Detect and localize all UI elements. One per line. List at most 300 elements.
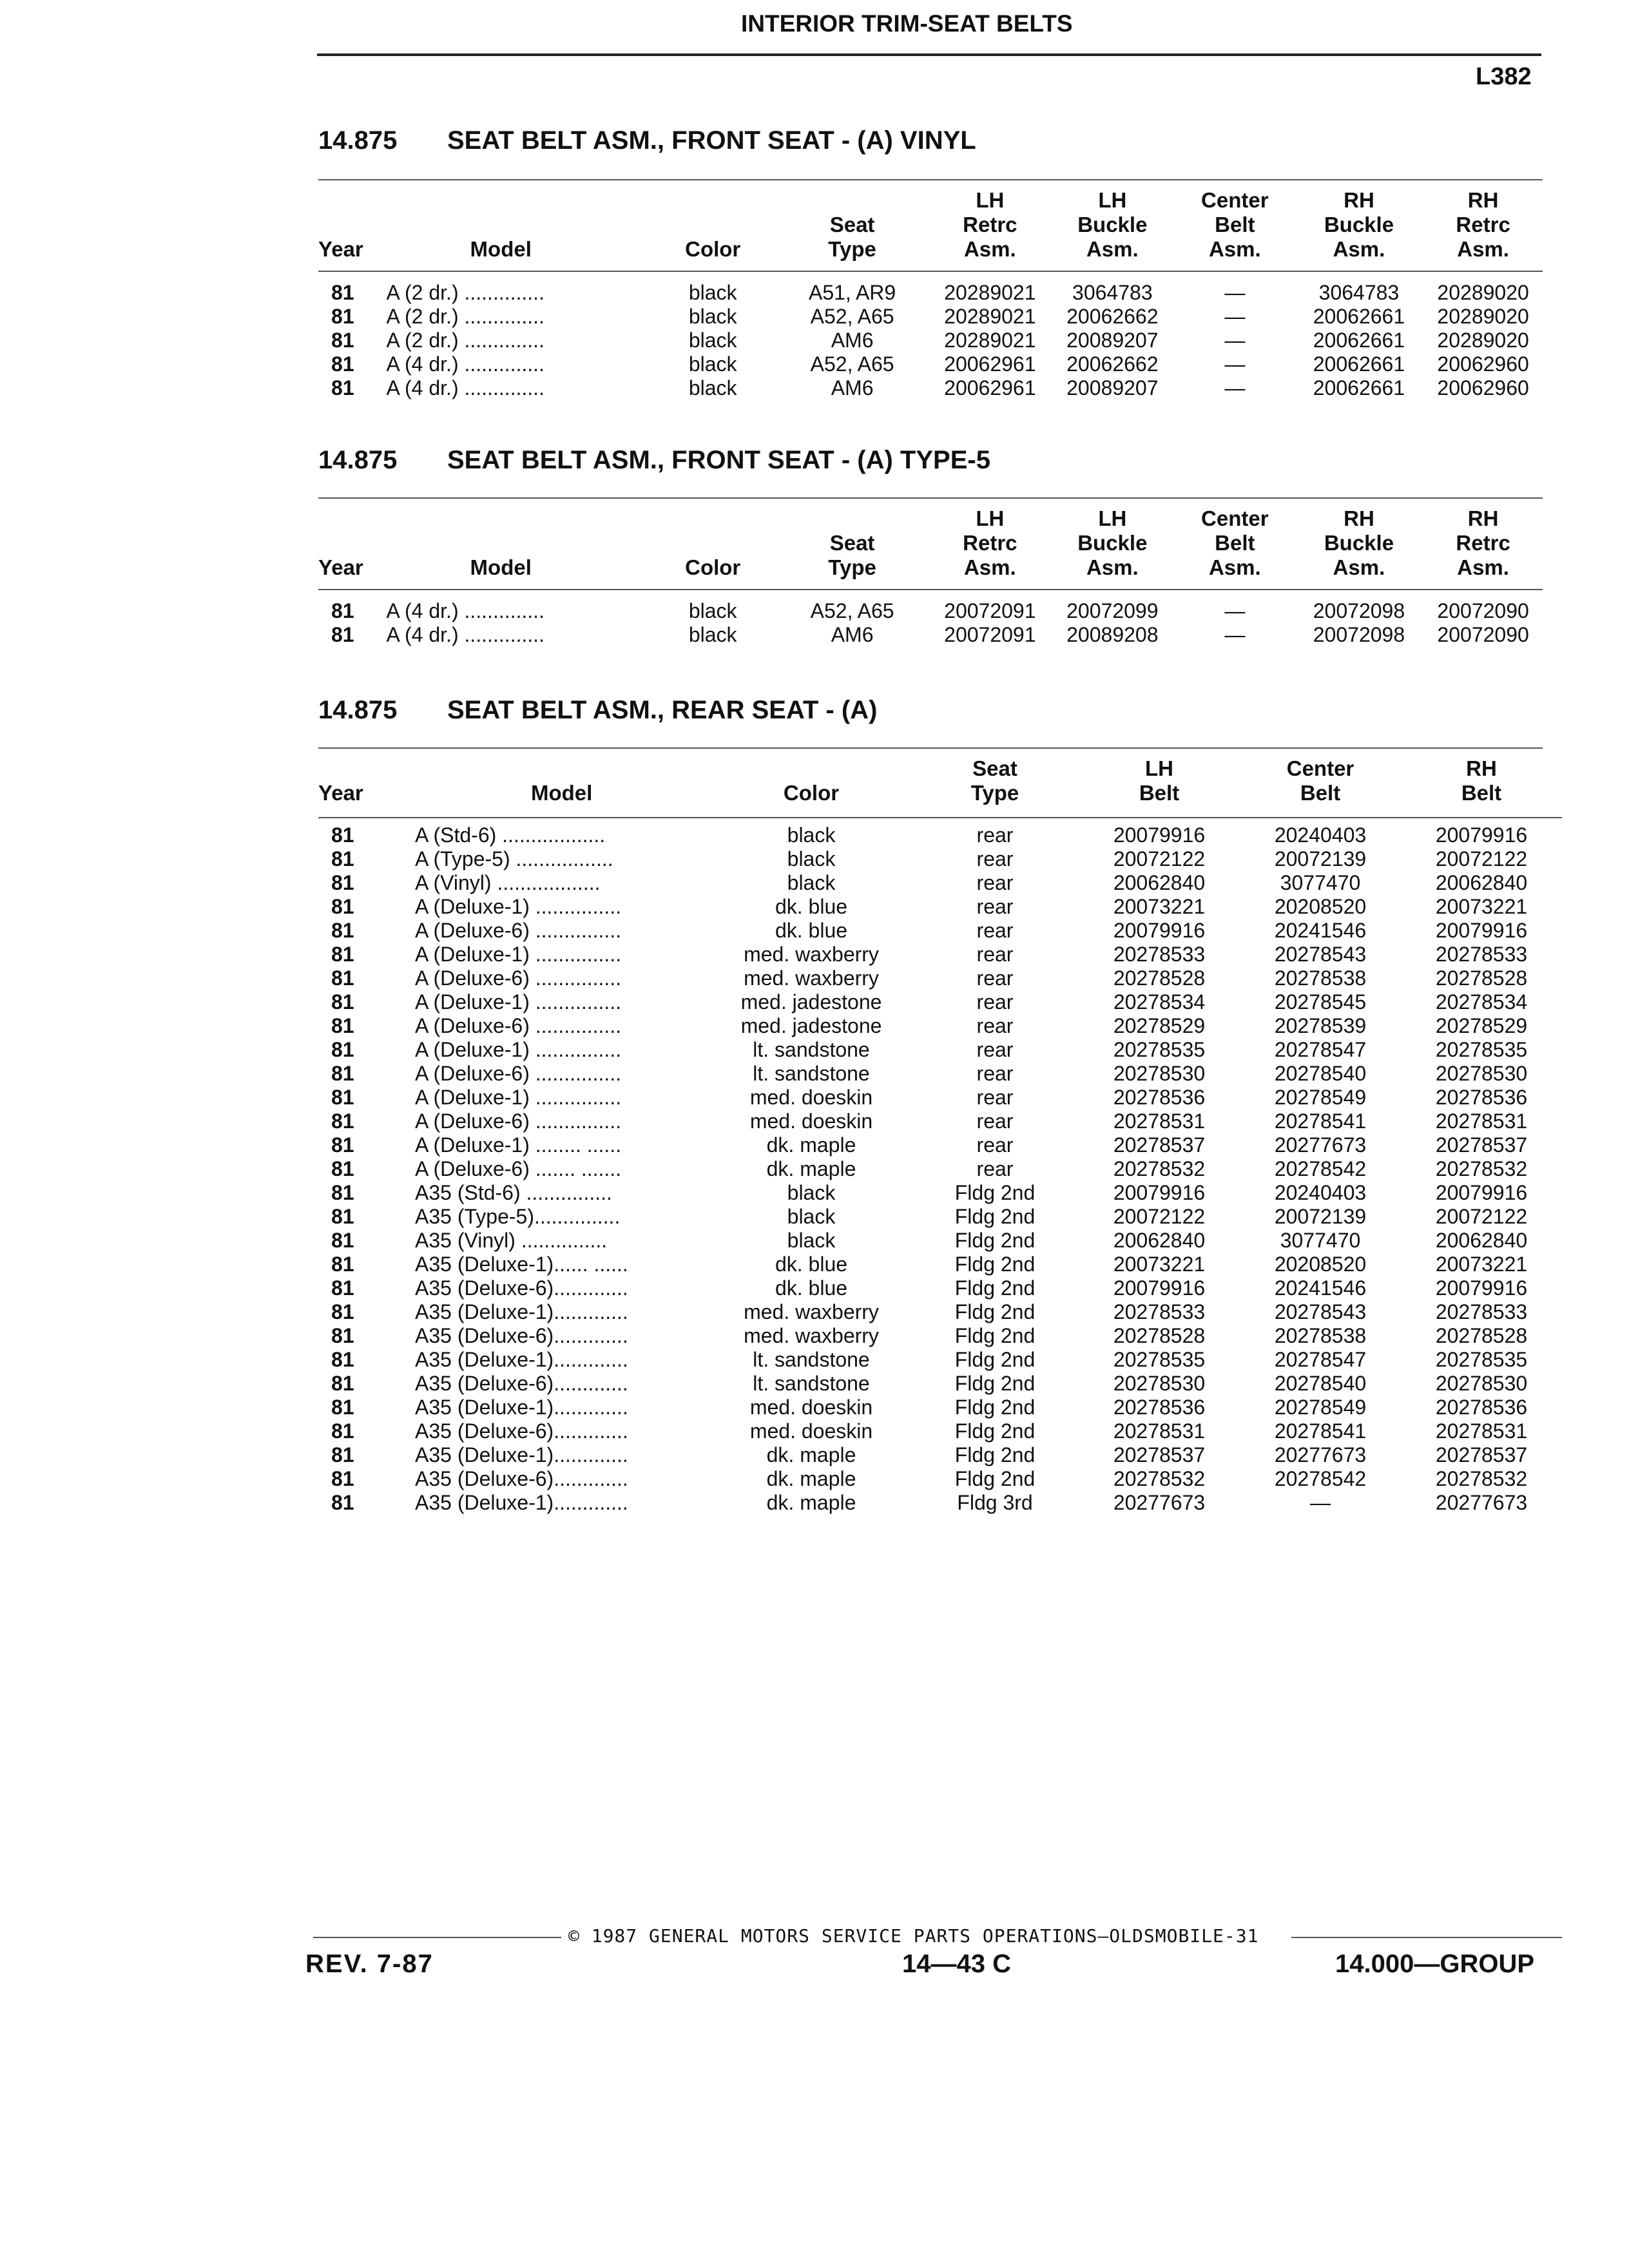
cell-color: lt. sandstone	[753, 1348, 870, 1371]
cell-year: 81	[331, 1276, 354, 1300]
cell-color: dk. maple	[766, 1157, 856, 1180]
table-header-row	[318, 506, 1543, 580]
cell-value: 20062840	[1113, 1229, 1206, 1252]
cell-value: 20278535	[1113, 1038, 1206, 1061]
cell-value: rear	[976, 990, 1014, 1014]
cell-year: 81	[331, 329, 354, 352]
cell-year: 81	[331, 305, 354, 328]
cell-value: 20278536	[1113, 1396, 1206, 1419]
section-number: 14.875	[318, 696, 398, 724]
table-row	[318, 1205, 1562, 1229]
cell-year: 81	[331, 1348, 354, 1371]
cell-year: 81	[331, 1062, 354, 1085]
cell-value: 20079916	[1113, 823, 1206, 847]
cell-value: 20277673	[1113, 1491, 1206, 1514]
cell-value: —	[1224, 352, 1246, 376]
cell-year: 81	[331, 352, 354, 376]
cell-model: A35 (Deluxe-1).............	[415, 1396, 628, 1419]
table-row	[318, 305, 1543, 329]
cell-value: 20278531	[1113, 1419, 1206, 1443]
cell-value: 20089207	[1066, 329, 1159, 352]
cell-value: 20278536	[1435, 1086, 1528, 1109]
cell-year: 81	[331, 1253, 354, 1276]
cell-value: 20278542	[1274, 1467, 1367, 1490]
footer-rule-right	[1291, 1937, 1562, 1938]
section-3-header-rule	[318, 817, 1562, 818]
cell-year: 81	[331, 823, 354, 847]
table-row	[318, 895, 1562, 919]
cell-value: A51, AR9	[808, 281, 896, 304]
cell-color: dk. maple	[766, 1467, 856, 1490]
cell-value: Fldg 2nd	[954, 1467, 1036, 1490]
cell-value: 20277673	[1274, 1443, 1367, 1466]
cell-year: 81	[331, 623, 354, 646]
cell-model: A (4 dr.) ..............	[386, 376, 545, 399]
cell-model: A (Vinyl) ..................	[415, 871, 601, 894]
cell-year: 81	[331, 1157, 354, 1180]
table-body	[318, 823, 1562, 1515]
column-header: Year	[318, 237, 363, 261]
cell-value: 20278543	[1274, 1300, 1367, 1323]
column-header: Model	[470, 555, 532, 579]
cell-color: med. doeskin	[749, 1396, 873, 1419]
column-header: Color	[685, 237, 741, 261]
cell-value: 20278537	[1435, 1133, 1528, 1157]
cell-value: Fldg 2nd	[954, 1300, 1036, 1323]
column-header: Seat Type	[828, 531, 876, 579]
cell-color: med. jadestone	[740, 1014, 882, 1037]
cell-value: 20278542	[1274, 1157, 1367, 1180]
cell-model: A (Deluxe-6) ...............	[415, 1062, 622, 1085]
cell-value: 20289020	[1437, 305, 1529, 328]
cell-value: 20062840	[1113, 871, 1206, 894]
cell-year: 81	[331, 871, 354, 894]
cell-year: 81	[331, 1491, 354, 1514]
table-row	[318, 281, 1543, 305]
section-1-table	[318, 188, 1543, 400]
table-header	[318, 188, 1543, 281]
cell-year: 81	[331, 1372, 354, 1395]
cell-model: A (Deluxe-1) ........ ......	[415, 1133, 622, 1157]
table-row	[318, 990, 1562, 1014]
cell-value: rear	[976, 1038, 1014, 1061]
column-header: RH Retrc Asm.	[1456, 188, 1510, 261]
cell-model: A (Deluxe-1) ...............	[415, 990, 622, 1014]
column-header: Model	[531, 781, 593, 805]
section-title: SEAT BELT ASM., FRONT SEAT - (A) VINYL	[447, 126, 976, 155]
cell-value: Fldg 2nd	[954, 1348, 1036, 1371]
cell-value: 20062661	[1313, 329, 1405, 352]
cell-value: 20072091	[944, 623, 1036, 646]
column-header: Center Belt Asm.	[1201, 506, 1269, 579]
table-row	[318, 1300, 1562, 1324]
table-row	[318, 352, 1543, 376]
page-code: L382	[1476, 63, 1532, 90]
table-row	[318, 1253, 1562, 1276]
section-2-heading	[318, 446, 990, 475]
cell-year: 81	[331, 1133, 354, 1157]
table-row	[318, 1396, 1562, 1419]
cell-value: 20073221	[1435, 895, 1528, 918]
cell-color: dk. blue	[775, 1276, 848, 1300]
cell-year: 81	[331, 943, 354, 966]
cell-value: AM6	[831, 623, 874, 646]
cell-year: 81	[331, 966, 354, 990]
cell-value: 20278540	[1274, 1062, 1367, 1085]
section-3-top-rule	[318, 747, 1543, 749]
cell-value: 20278528	[1435, 966, 1528, 990]
table-row	[318, 376, 1543, 400]
section-1-top-rule	[318, 179, 1543, 180]
cell-model: A35 (Deluxe-6).............	[415, 1372, 628, 1395]
table-row	[318, 1443, 1562, 1467]
table-row	[318, 1014, 1562, 1038]
header-rule	[317, 53, 1541, 56]
cell-year: 81	[331, 1467, 354, 1490]
cell-value: 20062960	[1437, 376, 1529, 399]
footer-copyright: © 1987 GENERAL MOTORS SERVICE PARTS OPERATIONS—OLDSMOBILE-31	[568, 1925, 1259, 1946]
table-row	[318, 966, 1562, 990]
table-row	[318, 1372, 1562, 1396]
cell-value: AM6	[831, 329, 874, 352]
cell-year: 81	[331, 919, 354, 942]
table-row	[318, 1419, 1562, 1443]
cell-value: —	[1224, 329, 1246, 352]
cell-value: 20278532	[1113, 1157, 1206, 1180]
cell-value: 20208520	[1274, 895, 1367, 918]
column-header: RH Buckle Asm.	[1324, 188, 1394, 261]
cell-color: black	[688, 599, 737, 622]
footer-group: 14.000—GROUP	[1335, 1950, 1535, 1978]
section-3-table	[318, 756, 1562, 1515]
cell-value: 20072122	[1435, 1205, 1528, 1228]
cell-color: black	[688, 623, 737, 646]
cell-value: 20062662	[1066, 305, 1159, 328]
cell-value: 20241546	[1274, 1276, 1367, 1300]
cell-value: 20278532	[1435, 1157, 1528, 1180]
section-1-heading	[318, 126, 976, 155]
cell-value: 20278543	[1274, 943, 1367, 966]
cell-model: A35 (Deluxe-1)...... ......	[415, 1253, 628, 1276]
cell-value: 20289021	[944, 329, 1036, 352]
table-row	[318, 1324, 1562, 1348]
cell-value: rear	[976, 966, 1014, 990]
cell-year: 81	[331, 1229, 354, 1252]
table-row	[318, 1038, 1562, 1062]
cell-color: lt. sandstone	[753, 1062, 870, 1085]
section-3-heading	[318, 696, 877, 725]
cell-value: 20072122	[1435, 847, 1528, 870]
cell-value: Fldg 2nd	[954, 1205, 1036, 1228]
cell-value: 20062961	[944, 352, 1036, 376]
cell-value: 20062840	[1435, 871, 1528, 894]
footer-page-number: 14—43 C	[902, 1950, 1011, 1978]
table-row	[318, 1133, 1562, 1157]
table-header-row	[318, 756, 1562, 805]
cell-year: 81	[331, 376, 354, 399]
cell-value: 20289021	[944, 305, 1036, 328]
cell-value: 20079916	[1435, 919, 1528, 942]
cell-color: black	[688, 376, 737, 399]
cell-model: A (Deluxe-6) ...............	[415, 919, 622, 942]
footer-revision: REV. 7-87	[305, 1950, 434, 1978]
cell-color: med. waxberry	[744, 943, 879, 966]
cell-value: 20072099	[1066, 599, 1159, 622]
cell-value: 20278549	[1274, 1396, 1367, 1419]
cell-value: 20278547	[1274, 1038, 1367, 1061]
cell-value: rear	[976, 895, 1014, 918]
cell-year: 81	[331, 847, 354, 870]
cell-value: 20072122	[1113, 847, 1206, 870]
cell-value: rear	[976, 1062, 1014, 1085]
cell-year: 81	[331, 1086, 354, 1109]
cell-value: 20278536	[1113, 1086, 1206, 1109]
cell-color: med. doeskin	[749, 1419, 873, 1443]
cell-color: med. doeskin	[749, 1086, 873, 1109]
column-header: Color	[685, 555, 741, 579]
table-row	[318, 943, 1562, 966]
cell-model: A (Deluxe-6) ...............	[415, 966, 622, 990]
cell-year: 81	[331, 1181, 354, 1204]
cell-value: 20278530	[1435, 1372, 1528, 1395]
cell-value: 20278547	[1274, 1348, 1367, 1371]
cell-value: 20072091	[944, 599, 1036, 622]
cell-value: 20278538	[1274, 1324, 1367, 1347]
cell-color: black	[688, 352, 737, 376]
cell-value: 20278530	[1113, 1372, 1206, 1395]
cell-value: 20062661	[1313, 352, 1405, 376]
cell-value: 20278541	[1274, 1419, 1367, 1443]
cell-value: 20278532	[1435, 1467, 1528, 1490]
cell-value: 20072098	[1313, 623, 1405, 646]
cell-value: Fldg 2nd	[954, 1443, 1036, 1466]
cell-value: rear	[976, 847, 1014, 870]
cell-value: 3064783	[1072, 281, 1153, 304]
cell-color: dk. blue	[775, 895, 848, 918]
cell-value: 20278549	[1274, 1086, 1367, 1109]
cell-value: 20079916	[1113, 1276, 1206, 1300]
cell-value: 20289020	[1437, 329, 1529, 352]
cell-color: black	[787, 1205, 836, 1228]
section-number: 14.875	[318, 126, 398, 155]
cell-model: A (4 dr.) ..............	[386, 623, 545, 646]
cell-color: lt. sandstone	[753, 1038, 870, 1061]
cell-value: 20278531	[1435, 1110, 1528, 1133]
column-header: Center Belt Asm.	[1201, 188, 1269, 261]
cell-year: 81	[331, 895, 354, 918]
cell-value: 20278528	[1113, 966, 1206, 990]
cell-value: 20278536	[1435, 1396, 1528, 1419]
cell-model: A (Deluxe-1) ...............	[415, 895, 622, 918]
cell-value: Fldg 2nd	[954, 1396, 1036, 1419]
cell-value: 20062661	[1313, 305, 1405, 328]
cell-model: A35 (Std-6) ...............	[415, 1181, 612, 1204]
cell-value: —	[1224, 376, 1246, 399]
cell-color: black	[688, 305, 737, 328]
column-header: Seat Type	[970, 756, 1019, 805]
cell-model: A35 (Deluxe-1).............	[415, 1348, 628, 1371]
cell-model: A (2 dr.) ..............	[386, 281, 545, 304]
cell-model: A (2 dr.) ..............	[386, 329, 545, 352]
cell-value: 20278535	[1435, 1348, 1528, 1371]
cell-value: rear	[976, 1014, 1014, 1037]
cell-value: Fldg 2nd	[954, 1324, 1036, 1347]
cell-value: 20073221	[1113, 1253, 1206, 1276]
cell-value: 20278537	[1113, 1133, 1206, 1157]
table-row	[318, 329, 1543, 352]
cell-value: 20278541	[1274, 1110, 1367, 1133]
table-header	[318, 756, 1562, 823]
cell-value: 20072139	[1274, 847, 1367, 870]
section-2-table	[318, 506, 1543, 647]
column-header: RH Buckle Asm.	[1324, 506, 1394, 579]
cell-color: med. jadestone	[740, 990, 882, 1014]
cell-model: A35 (Deluxe-6).............	[415, 1324, 628, 1347]
section-number: 14.875	[318, 446, 398, 474]
cell-value: 20278537	[1435, 1443, 1528, 1466]
column-header: Year	[318, 555, 363, 579]
cell-color: black	[787, 847, 836, 870]
cell-value: —	[1224, 599, 1246, 622]
cell-value: 20062840	[1435, 1229, 1528, 1252]
cell-value: 20278533	[1435, 943, 1528, 966]
cell-color: black	[688, 281, 737, 304]
cell-value: 20240403	[1274, 1181, 1367, 1204]
cell-value: 20241546	[1274, 919, 1367, 942]
cell-value: 20072090	[1437, 599, 1529, 622]
cell-value: 20072122	[1113, 1205, 1206, 1228]
cell-value: A52, A65	[810, 305, 894, 328]
cell-color: dk. blue	[775, 919, 848, 942]
cell-value: 20278539	[1274, 1014, 1367, 1037]
table-row	[318, 1086, 1562, 1110]
cell-value: 20240403	[1274, 823, 1367, 847]
cell-value: 20062961	[944, 376, 1036, 399]
cell-value: 20277673	[1274, 1133, 1367, 1157]
cell-value: Fldg 2nd	[954, 1253, 1036, 1276]
cell-color: med. doeskin	[749, 1110, 873, 1133]
cell-value: —	[1310, 1491, 1331, 1514]
cell-value: 20073221	[1113, 895, 1206, 918]
cell-value: —	[1224, 281, 1246, 304]
cell-model: A35 (Deluxe-1).............	[415, 1491, 628, 1514]
cell-value: 20289021	[944, 281, 1036, 304]
cell-value: 20278535	[1113, 1348, 1206, 1371]
table-row	[318, 847, 1562, 871]
cell-value: 20278531	[1113, 1110, 1206, 1133]
cell-value: 20278533	[1113, 943, 1206, 966]
table-row	[318, 919, 1562, 943]
cell-value: 20073221	[1435, 1253, 1528, 1276]
cell-value: 20278529	[1435, 1014, 1528, 1037]
cell-value: rear	[976, 1110, 1014, 1133]
cell-value: 20278531	[1435, 1419, 1528, 1443]
cell-value: rear	[976, 1133, 1014, 1157]
table-row	[318, 1348, 1562, 1372]
cell-year: 81	[331, 1419, 354, 1443]
cell-color: lt. sandstone	[753, 1372, 870, 1395]
cell-value: 20062661	[1313, 376, 1405, 399]
section-2-top-rule	[318, 497, 1543, 499]
cell-value: A52, A65	[810, 352, 894, 376]
cell-year: 81	[331, 1110, 354, 1133]
cell-model: A35 (Deluxe-1).............	[415, 1300, 628, 1323]
cell-model: A35 (Deluxe-1).............	[415, 1443, 628, 1466]
cell-value: 20072090	[1437, 623, 1529, 646]
table-row	[318, 1229, 1562, 1253]
table-row	[318, 1062, 1562, 1086]
cell-value: —	[1224, 305, 1246, 328]
cell-value: 3077470	[1280, 871, 1361, 894]
table-row	[318, 1157, 1562, 1181]
cell-value: A52, A65	[810, 599, 894, 622]
cell-value: rear	[976, 871, 1014, 894]
cell-value: 20278528	[1435, 1324, 1528, 1347]
cell-value: 20072098	[1313, 599, 1405, 622]
cell-value: 20072139	[1274, 1205, 1367, 1228]
cell-color: dk. maple	[766, 1443, 856, 1466]
cell-value: 20278538	[1274, 966, 1367, 990]
cell-value: 20079916	[1435, 1276, 1528, 1300]
cell-value: 20278533	[1435, 1300, 1528, 1323]
cell-value: rear	[976, 1157, 1014, 1180]
cell-value: 20278533	[1113, 1300, 1206, 1323]
cell-value: 3064783	[1318, 281, 1400, 304]
cell-value: 20089207	[1066, 376, 1159, 399]
column-header: LH Retrc Asm.	[963, 188, 1017, 261]
cell-value: 20278528	[1113, 1324, 1206, 1347]
cell-value: Fldg 2nd	[954, 1229, 1036, 1252]
cell-year: 81	[331, 1443, 354, 1466]
cell-model: A (Deluxe-6) ....... .......	[415, 1157, 622, 1180]
column-header: LH Buckle Asm.	[1077, 506, 1148, 579]
cell-value: 20278530	[1435, 1062, 1528, 1085]
cell-value: 20278530	[1113, 1062, 1206, 1085]
cell-value: 20079916	[1435, 823, 1528, 847]
cell-model: A35 (Deluxe-6).............	[415, 1419, 628, 1443]
cell-value: 20278545	[1274, 990, 1367, 1014]
cell-value: 20089208	[1066, 623, 1159, 646]
table-header-row	[318, 188, 1543, 262]
table-row	[318, 623, 1543, 647]
cell-value: 20079916	[1435, 1181, 1528, 1204]
cell-color: med. waxberry	[744, 1300, 879, 1323]
footer-rule-left	[313, 1937, 561, 1938]
cell-value: Fldg 2nd	[954, 1372, 1036, 1395]
cell-value: 20278534	[1113, 990, 1206, 1014]
table-row	[318, 1467, 1562, 1491]
cell-value: 20062662	[1066, 352, 1159, 376]
column-header: Seat Type	[828, 213, 876, 261]
cell-color: dk. maple	[766, 1133, 856, 1157]
cell-value: 20062960	[1437, 352, 1529, 376]
cell-value: 20278529	[1113, 1014, 1206, 1037]
cell-value: rear	[976, 1086, 1014, 1109]
cell-value: 20278535	[1435, 1038, 1528, 1061]
cell-year: 81	[331, 990, 354, 1014]
table-row	[318, 1276, 1562, 1300]
column-header: Year	[318, 781, 363, 805]
cell-model: A (4 dr.) ..............	[386, 599, 545, 622]
table-row	[318, 1110, 1562, 1133]
column-header: Color	[783, 781, 840, 805]
table-row	[318, 1491, 1562, 1515]
cell-value: rear	[976, 823, 1014, 847]
cell-color: black	[787, 1229, 836, 1252]
column-header: RH Retrc Asm.	[1456, 506, 1510, 579]
cell-model: A (Type-5) .................	[415, 847, 613, 870]
cell-model: A (Deluxe-1) ...............	[415, 1086, 622, 1109]
